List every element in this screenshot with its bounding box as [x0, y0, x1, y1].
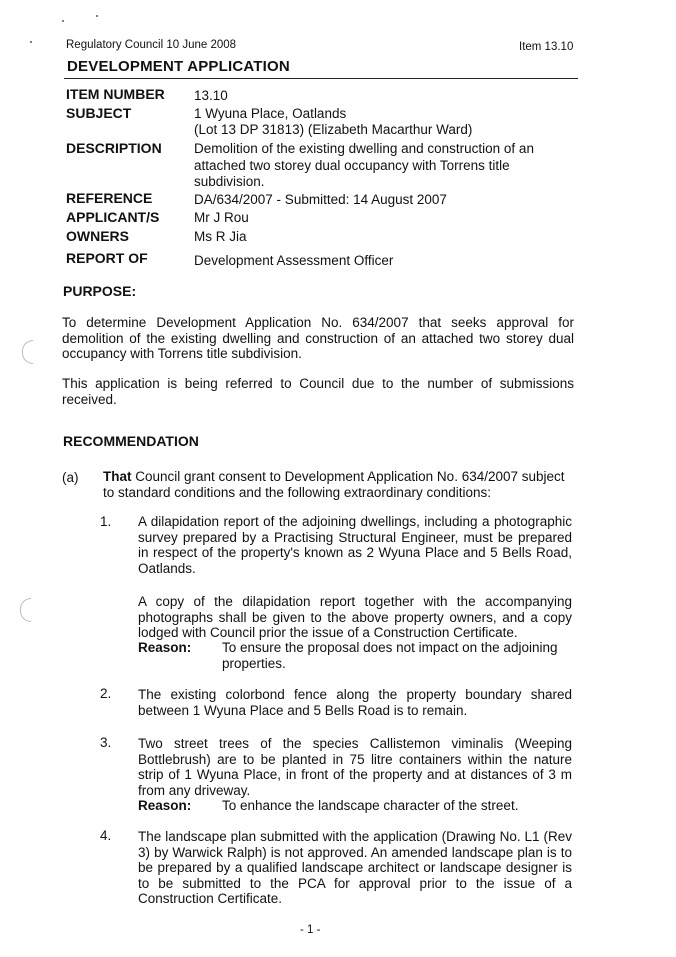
recommendation-marker: (a): [62, 470, 79, 485]
recommendation-heading: RECOMMENDATION: [63, 433, 199, 449]
description-value: Demolition of the existing dwelling and construction of an attached two storey dual occupancy with Torrens title subdivision.: [194, 141, 534, 189]
page-number: - 1 -: [300, 924, 321, 936]
purpose-heading: PURPOSE:: [63, 283, 137, 299]
reference-label: REFERENCE: [66, 190, 153, 206]
condition-number: 4.: [100, 828, 112, 843]
item-number-label: ITEM NUMBER: [66, 86, 165, 102]
owners-value: Ms R Jia: [194, 229, 247, 244]
item-number-value: 13.10: [194, 88, 228, 103]
meeting-header: Regulatory Council 10 June 2008: [66, 39, 237, 51]
document-title: DEVELOPMENT APPLICATION: [67, 58, 290, 75]
condition-number: 3.: [100, 735, 112, 750]
item-header: Item 13.10: [519, 41, 574, 53]
condition-reason: [138, 640, 572, 671]
scan-speck: [62, 20, 64, 22]
applicants-label: APPLICANT/S: [66, 209, 160, 225]
condition-number: 2.: [100, 686, 112, 701]
report-of-label: REPORT OF: [66, 250, 148, 266]
reason-text: To enhance the landscape character of the street.: [222, 798, 519, 813]
subject-line2: (Lot 13 DP 31813) (Elizabeth Macarthur Ward): [194, 122, 473, 137]
title-divider: [64, 78, 578, 79]
condition-text: The landscape plan submitted with the application (Drawing No. L1 (Rev 3) by Warwick Ralph) is not approved. An amended landscape plan is to be prepared by a qualified landscape architect or landscape designer is to be submitted to the PCA for approval prior to the issue of a Construction Certificate.: [138, 829, 572, 906]
condition-number: 1.: [100, 514, 112, 529]
recommendation-lead: [103, 469, 575, 500]
reason-label: Reason:: [138, 798, 192, 813]
reason-text: To ensure the proposal does not impact on the adjoining properties.: [222, 640, 558, 671]
condition-text: The existing colorbond fence along the property boundary shared between 1 Wyuna Place and 5 Bells Road is to remain.: [138, 687, 572, 718]
punch-hole-mark: [22, 340, 33, 364]
applicants-value: Mr J Rou: [194, 210, 249, 225]
condition-text: Two street trees of the species Callistemon viminalis (Weeping Bottlebrush) are to be planted in 75 litre containers within the nature strip of 1 Wyuna Place, in front of the property and at distances of 3 m from any driveway.: [138, 736, 572, 798]
scan-speck: [96, 15, 98, 17]
condition-reason: [138, 798, 572, 814]
subject-line1: 1 Wyuna Place, Oatlands: [194, 106, 347, 121]
recommendation-lead-rest: Council grant consent to Development Application No. 634/2007 subject to standard conditions and the following extraordinary conditions:: [103, 469, 565, 500]
purpose-paragraph-2: This application is being referred to Council due to the number of submissions received.: [62, 376, 574, 407]
condition-text-continued: A copy of the dilapidation report together with the accompanying photographs shall be given to the above property owners, and a copy lodged with Council prior the issue of a Construction Certificate.: [138, 594, 572, 640]
condition-text: A dilapidation report of the adjoining dwellings, including a photographic survey prepared by a Practising Structural Engineer, must be prepared in respect of the property's known as 2 Wyuna Place and 5 Bells Road, Oatlands.: [138, 514, 572, 576]
report-of-value: Development Assessment Officer: [194, 253, 394, 268]
recommendation-lead-bold: That: [103, 469, 132, 484]
purpose-paragraph-1: To determine Development Application No. 634/2007 that seeks approval for demolition of the existing dwelling and construction of an attached two storey dual occupancy with Torrens title subdivision.: [62, 315, 574, 361]
scan-speck: [30, 41, 32, 43]
owners-label: OWNERS: [66, 228, 129, 244]
reason-label: Reason:: [138, 640, 192, 655]
subject-label: SUBJECT: [66, 105, 132, 121]
reference-value: DA/634/2007 - Submitted: 14 August 2007: [194, 192, 447, 207]
punch-hole-mark: [20, 598, 31, 622]
description-label: DESCRIPTION: [66, 140, 162, 156]
